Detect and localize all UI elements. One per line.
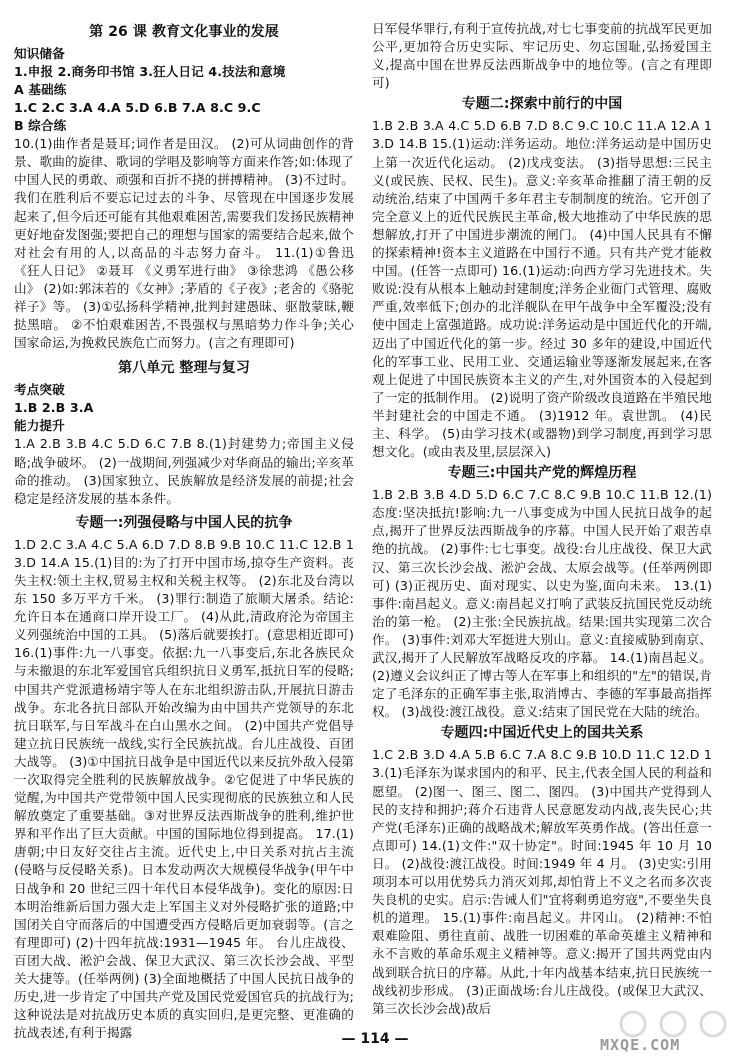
page-number: — 114 — [341, 1031, 409, 1047]
topic-two-title: 专题二:探索中前行的中国 [461, 96, 623, 113]
basic-answers: 1.C 2.C 3.A 4.A 5.D 6.B 7.A 8.C 9.C [14, 100, 261, 116]
lesson-title: 第 26 课 教育文化事业的发展 [89, 24, 279, 40]
comprehensive-answers: 10.(1)曲作者是聂耳;词作者是田汉。 (2)可从词曲创作的背景、歌曲的旋律、歌词的学唱及影响等方面来作答;如:体现了中国人民的勇敢、顽强和百折不挠的拼搏精神。 (3)不过时。我们在胜利后不要忘记过去的斗争、尽管现在中国逐步发展起来了,但今后还可能有其他艰难困苦,需要我们发扬民族精神更好地奋发图强;要把自己的理想与国家的需要结合起来,做个对社会有用的人,以高品的斗志努力奋斗。 11.(1)①鲁迅 《狂人日记》 ②聂耳 《义勇军进行曲》 ③徐悲鸿 《愚公移山》 (2)如:郭沫若的《女神》;茅盾的《子夜》;老舍的《骆驼祥子》等。 (3)①弘扬科学精神,批判封建愚昧、驱散蒙昧,鞭挞黑暗。 ②不怕艰难困苦,不畏强权与黑暗势力作斗争;关心国家命运,为挽救民族危亡而努力。(言之有理即可) [14, 136, 354, 351]
topic-one-continued: 日军侵华罪行,有利于宣传抗战,对七七事变前的抗战军民更加公平,更加符合历史实际、牢记历史、勿忘国耻,弘扬爱国主义,提高中国在世界反法西斯战争中的地位等。(言之有理即可) [372, 21, 712, 91]
section-heading-ability: 能力提升 [14, 418, 65, 434]
topic-two-answers: 1.B 2.B 3.A 4.C 5.D 6.B 7.D 8.C 9.C 10.C 11.A 12.A 13.D 14.B 15.(1)运动:洋务运动。地位:洋务运动是中国历史上第一次近代化运动。 (2)戊戌变法。 (3)指导思想:三民主义(或民族、民权、民生)。意义:辛亥革命推翻了清王朝的反动统治,结束了中国两千多年君主专制制度的统治。它开创了完全意义上的近代民族民主革命,极大地推动了中华民族的思想解放,打开了中国进步潮流的闸门。 (4)中国人民具有不懈的探索精神!资本主义道路在中国行不通。只有共产党才能救中国。(任答一点即可) 16.(1)运动:向西方学习先进技术。失败说:没有从根本上触动封建制度;洋务企业衙门式管理、腐败严重,效率低下;创办的北洋舰队在甲午战争中全军覆没;没有使中国走上富强道路。成功说:洋务运动是中国近代化的开端,迈出了中国近代化的第一步。经过 30 多年的建设,中国近代化的军事工业、民用工业、交通运输业等逐渐发展起来,在客观上促进了中国民族资本主义的产生,对外国资本的入侵起到了一定的抵制作用。 (2)说明了资产阶级改良道路在半殖民地半封建社会的中国走不通。 (3)1912 年。袁世凯。 (4)民主、科学。 (5)由学习技术(或器物)到学习制度,再到学习思想文化。(或由表及里,层层深入) [372, 118, 712, 460]
section-heading-key-points: 考点突破 [14, 382, 65, 398]
ability-answers: 1.A 2.B 3.B 4.C 5.D 6.C 7.B 8.(1)封建势力;帝国主义侵略;战争破坏。 (2)一战期间,列强减少对华商品的输出;辛亥革命的推动。 (3)国家独立、民族解放是经济发展的前提;社会稳定是经济发展的基本条件。 [14, 436, 354, 506]
left-column [14, 20, 354, 1040]
section-heading-basic: A 基础练 [14, 82, 67, 98]
watermark-text: MXQE.COM [600, 1036, 681, 1054]
section-heading-comprehensive: B 综合练 [14, 118, 67, 134]
unit-title: 第八单元 整理与复习 [118, 360, 250, 377]
section-heading-knowledge: 知识储备 [14, 46, 65, 61]
topic-one-title: 专题一:列强侵略与中国人民的抗争 [75, 514, 293, 531]
key-points-answers: 1.B 2.B 3.A [14, 400, 94, 416]
topic-one-answers: 1.D 2.C 3.A 4.C 5.A 6.D 7.D 8.B 9.B 10.C 11.C 12.B 13.D 14.A 15.(1)目的:为了打开中国市场,掠夺生产资料。丧失主权:领土主权,贸易主权和关税主权等。 (2)东北及台湾以东 150 多万平方千米。 (3)罪行:制造了旅顺大屠杀。结论:允许日本在通商口岸开设工厂。 (4)从此,清政府沦为帝国主义列强统治中国的工具。 (5)落后就要挨打。(意思相近即可) 16.(1)事件:九一八事变。依据:九一八事变后,东北各族民众与未撤退的东北军爱国官兵组织抗日义勇军,抵抗日军的侵略;中国共产党派遣杨靖宇等人在东北组织游击队,开展抗日游击战争。东北各抗日部队开始改编为由中国共产党领导的东北抗日联军,与日军战斗在白山黑水之间。 (2)中国共产党倡导建立抗日民族统一战线,实行全民族抗战。台儿庄战役、百团大战等。 (3)①中国抗日战争是中国近代以来反抗外敌入侵第一次取得完全胜利的民族解放战争。②它促进了中华民族的觉醒,为中国共产党带领中国人民实现彻底的民族独立和人民解放奠定了重要基础。③对世界反法西斯战争的胜利,维护世界和平作出了巨大贡献。中国的国际地位得到提高。 17.(1)唐朝;中日友好交往占主流。近代史上,中日关系对抗占主流(侵略与反侵略关系)。日本发动两次大规模侵华战争(甲午中日战争和 20 世纪三四十年代日本侵华战争)。变化的原因:日本明治维新后国力强大走上军国主义对外侵略扩张的道路;中国闭关自守而落后的中国遭受西方侵略后更加衰弱等。(言之有理即可) (2)十四年抗战:1931—1945 年。 台儿庄战役、百团大战、淞沪会战、保卫大武汉、第三次长沙会战、平型关大捷等。(任举两例) (3)全面地概括了中国人民抗日战争的历史,进一步肯定了中国共产党及国民党爱国官兵的抗战行为;这种说法是对抗战历史本质的真实回归,是更完整、更准确的抗战表述,有利于揭露 [14, 536, 354, 1040]
topic-three-answers: 1.B 2.B 3.B 4.D 5.D 6.C 7.C 8.C 9.B 10.C 11.B 12.(1)态度:坚决抵抗!影响:九一八事变成为中国人民抗日战争的起点,揭开了世界反法西斯战争的序幕。中国人民开始了艰苦卓绝的抗战。 (2)事件:七七事变。战役:台儿庄战役、保卫大武汉、第三次长沙会战、淞沪会战、太原会战等。(任举两例即可) (3)正视历史、面对现实、以史为鉴,面向未来。 13.(1)事件:南昌起义。意义:南昌起义打响了武装反抗国民党反动统治的第一枪。 (2)主张:全民族抗战。结果:国共实现第二次合作。 (3)事件:刘邓大军挺进大别山。意义:直接威胁到南京、武汉,揭开了人民解放军战略反攻的序幕。 14.(1)南昌起义。 (2)遵义会议纠正了博古等人在军事上和组织的"左"的错误,肯定了毛泽东的正确军事主张,取消博古、李德的军事最高指挥权。 (3)战役:渡江战役。意义:结束了国民党在大陆的统治。 [372, 487, 712, 720]
knowledge-answers: 1.申报 2.商务印书馆 3.狂人日记 4.技法和意境 [14, 64, 286, 79]
topic-four-answers: 1.C 2.B 3.D 4.A 5.B 6.C 7.A 8.C 9.B 10.D 11.C 12.D 13.(1)毛泽东为谋求国内的和平、民主,代表全国人民的利益和愿望。 (2)图一、图三、图二、图四。 (3)中国共产党得到人民的支持和拥护;蒋介石违背人民意愿发动内战,丧失民心;共产党(毛泽东)正确的战略战术;解放军英勇作战。(答出任意一点即可) 14.(1)文件:"双十协定"。时间:1945 年 10 月 10 日。 (2)战役:渡江战役。时间:1949 年 4 月。 (3)史实:引用项羽本可以用优势兵力消灭刘邦,却怕背上不义之名而多次丧失良机的史实。启示:告诫人们"宜将剩勇追穷寇",不要坐失良机的道理。 15.(1)事件:南昌起义。井冈山。 (2)精神:不怕艰难险阻、勇往直前、战胜一切困难的革命英雄主义精神和永不言败的革命乐观主义精神等。意义:揭开了国共两党由内战到联合抗日的序幕。从此,十年内战基本结束,抗日民族统一战线初步形成。 (3)正面战场:台儿庄战役。(或保卫大武汉、第三次长沙会战)敌后 [372, 747, 712, 1016]
topic-three-title: 专题三:中国共产党的辉煌历程 [447, 465, 637, 482]
right-column [372, 20, 712, 1040]
topic-four-title: 专题四:中国近代史上的国共关系 [440, 725, 644, 742]
